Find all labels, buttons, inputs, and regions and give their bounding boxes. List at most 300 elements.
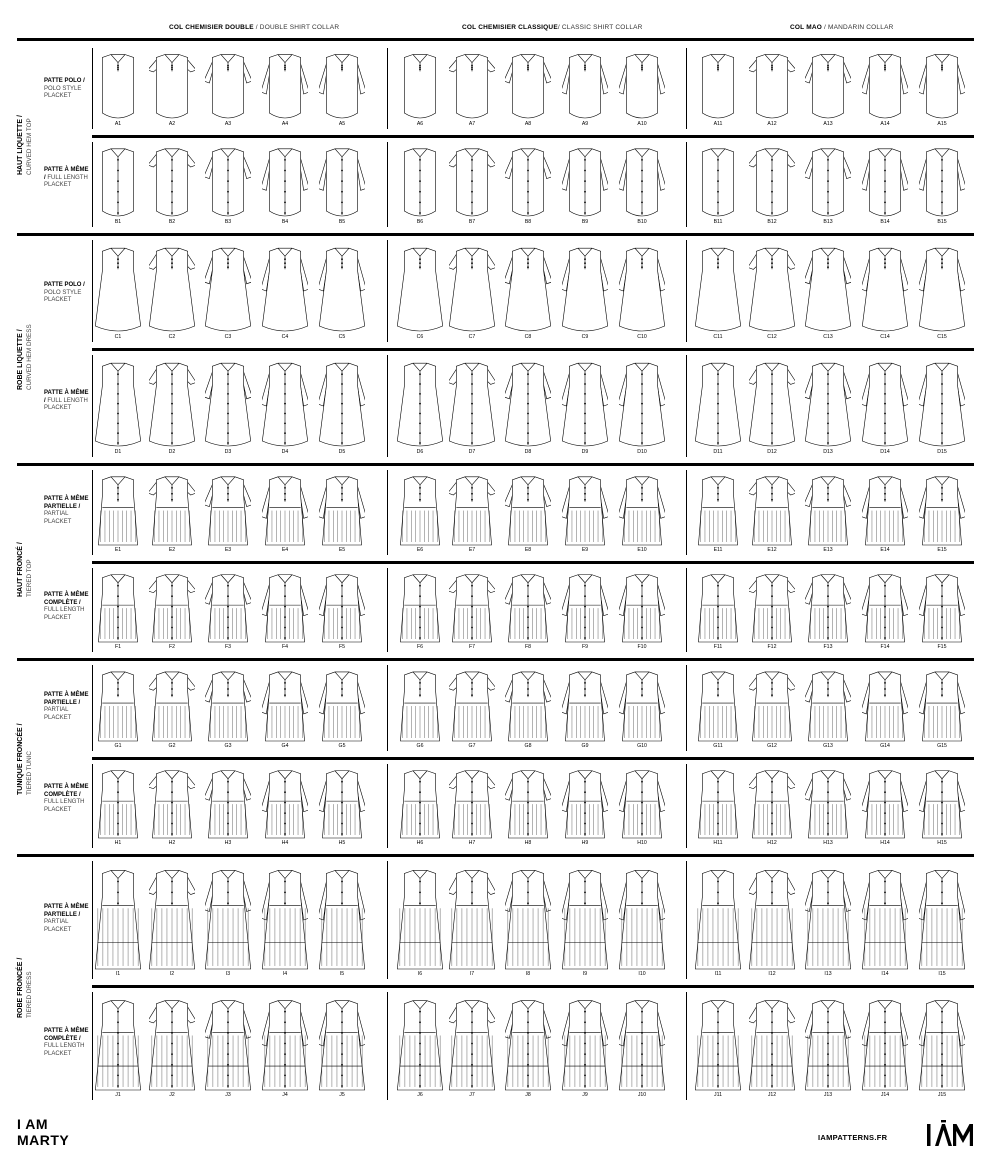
variant-code: E11 — [713, 547, 723, 553]
row-label-fr: PATTE À MÊME COMPLÈTE / — [44, 1028, 89, 1042]
variant-code: F14 — [880, 644, 890, 650]
variant-code: A3 — [224, 121, 232, 127]
garment-sketch — [95, 474, 141, 547]
variant-code: E8 — [524, 547, 532, 553]
garment-sketch — [319, 359, 365, 449]
garment-sketch — [262, 146, 308, 219]
variant-code: G9 — [581, 743, 589, 749]
garment-sketch — [205, 52, 251, 121]
variant-code: B13 — [823, 219, 833, 225]
row-label-en: FULL LENGTH PLACKET — [44, 607, 85, 621]
group-label-fr: HAUT LIQUETTE / — [17, 115, 24, 175]
variant-code: E15 — [937, 547, 947, 553]
column-divider — [387, 470, 388, 555]
variant-code: C4 — [281, 334, 289, 340]
variant-code: D13 — [823, 449, 833, 455]
garment-sketch — [505, 244, 551, 334]
garment-sketch — [262, 572, 308, 644]
garment-sketch — [95, 768, 141, 840]
garment-sketch — [262, 768, 308, 840]
variant-code: J15 — [937, 1092, 947, 1098]
variant-code: E10 — [637, 547, 647, 553]
garment-sketch — [749, 146, 795, 219]
variant-code: D4 — [281, 449, 289, 455]
column-divider — [92, 240, 93, 342]
garment-sketch — [319, 244, 365, 334]
variant-code: H9 — [581, 840, 589, 846]
column-header-double-collar — [169, 24, 339, 31]
variant-code: G7 — [468, 743, 476, 749]
garment-sketch — [449, 52, 495, 121]
column-divider — [92, 48, 93, 129]
garment-sketch — [319, 768, 365, 840]
variant-code: J7 — [469, 1092, 475, 1098]
variant-code: E6 — [416, 547, 424, 553]
garment-sketch — [749, 768, 795, 840]
garment-sketch — [95, 52, 141, 121]
garment-sketch — [562, 146, 608, 219]
garment-sketch — [262, 244, 308, 334]
garment-sketch — [619, 52, 665, 121]
variant-code: D7 — [468, 449, 476, 455]
variant-code: G14 — [880, 743, 890, 749]
garment-sketch — [319, 146, 365, 219]
variant-code: F9 — [581, 644, 589, 650]
garment-sketch — [449, 572, 495, 644]
row-label-fr: PATTE À MÊME PARTIELLE / — [44, 904, 89, 918]
garment-sketch — [562, 669, 608, 743]
garment-sketch — [862, 865, 908, 971]
variant-code: F4 — [281, 644, 289, 650]
garment-sketch — [862, 996, 908, 1092]
variant-code: C3 — [224, 334, 232, 340]
group-label-fr: ROBE LIQUETTE / — [17, 329, 24, 390]
garment-sketch — [805, 52, 851, 121]
garment-sketch — [919, 244, 965, 334]
column-header-en: / MANDARIN COLLAR — [824, 24, 894, 31]
variant-code: G4 — [281, 743, 289, 749]
group-label-tiered-dress — [16, 958, 34, 1018]
variant-code: H4 — [281, 840, 289, 846]
garment-sketch — [149, 768, 195, 840]
garment-sketch — [695, 669, 741, 743]
variant-code: A1 — [114, 121, 122, 127]
garment-sketch — [695, 768, 741, 840]
variant-code: F13 — [823, 644, 833, 650]
variant-code: I13 — [824, 971, 832, 977]
variant-code: F1 — [114, 644, 122, 650]
variant-code: H1 — [114, 840, 122, 846]
variant-code: D10 — [637, 449, 647, 455]
variant-code: I7 — [469, 971, 475, 977]
row-label-en: FULL LENGTH PLACKET — [44, 1043, 85, 1057]
garment-sketch — [397, 146, 443, 219]
garment-sketch — [505, 52, 551, 121]
garment-sketch — [919, 865, 965, 971]
variant-code: A13 — [823, 121, 833, 127]
brand-name — [17, 1116, 69, 1148]
variant-code: G8 — [524, 743, 532, 749]
column-divider — [686, 48, 687, 129]
garment-sketch — [619, 146, 665, 219]
variant-code: B3 — [224, 219, 232, 225]
garment-sketch — [619, 244, 665, 334]
variant-code: G11 — [713, 743, 723, 749]
variant-code: I14 — [881, 971, 889, 977]
garment-sketch — [805, 865, 851, 971]
column-divider — [92, 861, 93, 979]
variant-code: G12 — [767, 743, 777, 749]
variant-code: D2 — [168, 449, 176, 455]
garment-sketch — [562, 865, 608, 971]
garment-sketch — [862, 474, 908, 547]
variant-code: A15 — [937, 121, 947, 127]
row-label-c — [44, 282, 90, 305]
garment-sketch — [562, 768, 608, 840]
variant-code: D12 — [767, 449, 777, 455]
column-divider — [686, 568, 687, 652]
row-label-fr: PATTE À MÊME PARTIELLE / — [44, 692, 89, 706]
garment-sketch — [397, 244, 443, 334]
garment-sketch — [505, 572, 551, 644]
garment-sketch — [619, 474, 665, 547]
column-divider — [387, 568, 388, 652]
garment-sketch — [149, 474, 195, 547]
row-label-en: FULL LENGTH PLACKET — [44, 397, 88, 412]
variant-code: F10 — [637, 644, 647, 650]
variant-code: D14 — [880, 449, 890, 455]
variant-code: F11 — [713, 644, 723, 650]
garment-sketch — [919, 146, 965, 219]
variant-code: D1 — [114, 449, 122, 455]
variant-code: E1 — [114, 547, 122, 553]
variant-code: J12 — [767, 1092, 777, 1098]
column-divider — [387, 355, 388, 457]
garment-sketch — [505, 669, 551, 743]
variant-code: F6 — [416, 644, 424, 650]
group-divider — [17, 233, 974, 236]
variant-code: B2 — [168, 219, 176, 225]
garment-sketch — [205, 865, 251, 971]
column-divider — [387, 665, 388, 751]
group-divider — [17, 658, 974, 661]
row-label-fr: PATTE POLO / — [44, 78, 85, 84]
row-label-fr: PATTE À MÊME / — [44, 390, 89, 404]
variant-code: B4 — [281, 219, 289, 225]
variant-code: J4 — [282, 1092, 288, 1098]
garment-sketch — [862, 146, 908, 219]
variant-code: H6 — [416, 840, 424, 846]
garment-sketch — [449, 865, 495, 971]
variant-code: C12 — [767, 334, 777, 340]
variant-code: G6 — [416, 743, 424, 749]
variant-code: H10 — [637, 840, 647, 846]
row-label-f — [44, 592, 90, 622]
variant-code: C2 — [168, 334, 176, 340]
variant-code: E13 — [823, 547, 833, 553]
variant-code: H5 — [338, 840, 346, 846]
variant-code: G15 — [937, 743, 947, 749]
garment-sketch — [95, 359, 141, 449]
variant-code: B6 — [416, 219, 424, 225]
garment-sketch — [749, 244, 795, 334]
garment-sketch — [919, 572, 965, 644]
variant-code: D11 — [713, 449, 723, 455]
variant-code: G5 — [338, 743, 346, 749]
garment-sketch — [619, 996, 665, 1092]
garment-sketch — [397, 474, 443, 547]
garment-sketch — [749, 52, 795, 121]
garment-sketch — [205, 359, 251, 449]
garment-sketch — [397, 359, 443, 449]
garment-sketch — [205, 474, 251, 547]
row-divider — [92, 348, 974, 351]
variant-code: C8 — [524, 334, 532, 340]
variant-code: E9 — [581, 547, 589, 553]
row-label-en: FULL LENGTH PLACKET — [44, 799, 85, 813]
variant-code: D9 — [581, 449, 589, 455]
garment-sketch — [262, 52, 308, 121]
column-header-fr: COL CHEMISIER CLASSIQUE — [462, 24, 558, 31]
row-label-i — [44, 904, 90, 934]
row-label-g — [44, 692, 90, 722]
garment-sketch — [695, 474, 741, 547]
group-label-fr: ROBE FRONCÉE / — [17, 957, 24, 1018]
garment-sketch — [805, 996, 851, 1092]
variant-code: J6 — [417, 1092, 423, 1098]
variant-code: C10 — [637, 334, 647, 340]
garment-sketch — [919, 359, 965, 449]
garment-sketch — [862, 52, 908, 121]
variant-code: H14 — [880, 840, 890, 846]
garment-sketch — [919, 996, 965, 1092]
group-label-en: CURVED HEM TOP — [26, 118, 33, 175]
garment-sketch — [149, 669, 195, 743]
column-divider — [686, 355, 687, 457]
row-label-h — [44, 784, 90, 814]
variant-code: E3 — [224, 547, 232, 553]
variant-code: B1 — [114, 219, 122, 225]
garment-sketch — [695, 572, 741, 644]
variant-code: H8 — [524, 840, 532, 846]
garment-sketch — [262, 865, 308, 971]
variant-code: F3 — [224, 644, 232, 650]
variant-code: J8 — [525, 1092, 531, 1098]
column-header-fr: COL CHEMISIER DOUBLE — [169, 24, 254, 31]
variant-code: C13 — [823, 334, 833, 340]
variant-code: A8 — [524, 121, 532, 127]
variant-code: F12 — [767, 644, 777, 650]
garment-sketch — [449, 996, 495, 1092]
garment-sketch — [919, 52, 965, 121]
garment-sketch — [749, 865, 795, 971]
variant-code: G2 — [168, 743, 176, 749]
garment-sketch — [262, 669, 308, 743]
garment-sketch — [95, 669, 141, 743]
garment-sketch — [805, 768, 851, 840]
variant-code: B15 — [937, 219, 947, 225]
garment-sketch — [619, 669, 665, 743]
garment-sketch — [449, 146, 495, 219]
group-label-tiered-top — [16, 542, 34, 597]
garment-sketch — [862, 669, 908, 743]
garment-sketch — [749, 669, 795, 743]
garment-sketch — [695, 146, 741, 219]
garment-sketch — [95, 572, 141, 644]
variant-code: F8 — [524, 644, 532, 650]
variant-code: A11 — [713, 121, 723, 127]
garment-sketch — [319, 669, 365, 743]
variant-code: C1 — [114, 334, 122, 340]
garment-sketch — [205, 669, 251, 743]
variant-code: J11 — [714, 1092, 722, 1098]
brand-line-1: I AM — [17, 1116, 49, 1132]
variant-code: B9 — [581, 219, 589, 225]
variant-code: J2 — [169, 1092, 175, 1098]
variant-code: D15 — [937, 449, 947, 455]
garment-sketch — [695, 359, 741, 449]
group-label-en: CURVED HEM DRESS — [26, 324, 33, 390]
variant-code: A6 — [416, 121, 424, 127]
row-label-fr: PATTE À MÊME / — [44, 167, 89, 181]
garment-sketch — [619, 572, 665, 644]
row-label-j — [44, 1028, 90, 1058]
variant-code: J9 — [582, 1092, 588, 1098]
variant-code: I9 — [582, 971, 588, 977]
row-divider — [92, 757, 974, 760]
garment-sketch — [562, 52, 608, 121]
variant-code: A10 — [637, 121, 647, 127]
garment-sketch — [319, 474, 365, 547]
group-label-curved-hem-dress — [16, 324, 34, 390]
garment-sketch — [262, 359, 308, 449]
variant-code: I1 — [115, 971, 121, 977]
column-header-en: / DOUBLE SHIRT COLLAR — [255, 24, 340, 31]
column-divider — [387, 764, 388, 848]
variant-code: C9 — [581, 334, 589, 340]
brand-line-2: MARTY — [17, 1132, 70, 1148]
garment-sketch — [262, 474, 308, 547]
garment-sketch — [619, 359, 665, 449]
variant-code: A14 — [880, 121, 890, 127]
garment-sketch — [749, 996, 795, 1092]
row-label-en: PARTIAL PLACKET — [44, 707, 72, 721]
garment-sketch — [505, 146, 551, 219]
column-divider — [92, 568, 93, 652]
column-header-en: / CLASSIC SHIRT COLLAR — [557, 24, 643, 31]
variant-code: I8 — [525, 971, 531, 977]
website-url: IAMPATTERNS.FR — [818, 1133, 888, 1142]
row-label-fr: PATTE POLO / — [44, 282, 85, 288]
variant-code: B14 — [880, 219, 890, 225]
garment-sketch — [205, 244, 251, 334]
variant-code: E5 — [338, 547, 346, 553]
variant-code: H3 — [224, 840, 232, 846]
garment-sketch — [149, 996, 195, 1092]
variant-code: B12 — [767, 219, 777, 225]
garment-sketch — [95, 244, 141, 334]
row-label-en: POLO STYLE PLACKET — [44, 85, 82, 100]
garment-sketch — [919, 474, 965, 547]
variant-code: I10 — [638, 971, 646, 977]
column-divider — [92, 764, 93, 848]
variant-code: A5 — [338, 121, 346, 127]
variant-code: C15 — [937, 334, 947, 340]
variant-code: E14 — [880, 547, 890, 553]
garment-sketch — [95, 996, 141, 1092]
garment-sketch — [505, 865, 551, 971]
variant-code: H11 — [713, 840, 723, 846]
garment-sketch — [149, 146, 195, 219]
garment-sketch — [862, 768, 908, 840]
garment-sketch — [205, 572, 251, 644]
garment-sketch — [862, 359, 908, 449]
garment-sketch — [695, 52, 741, 121]
column-divider — [686, 142, 687, 227]
variant-code: G3 — [224, 743, 232, 749]
group-label-en: TIERED TUNIC — [26, 751, 33, 795]
variant-code: H13 — [823, 840, 833, 846]
garment-sketch — [149, 572, 195, 644]
column-divider — [387, 861, 388, 979]
group-label-en: TIERED TOP — [26, 559, 33, 597]
group-label-tiered-tunic — [16, 723, 34, 795]
column-header-mandarin-collar — [790, 24, 894, 31]
variant-code: H15 — [937, 840, 947, 846]
group-label-en: TIERED DRESS — [26, 971, 33, 1018]
column-divider — [92, 142, 93, 227]
column-divider — [686, 992, 687, 1100]
variant-code: I4 — [282, 971, 288, 977]
group-label-curved-hem-top — [16, 115, 34, 175]
garment-sketch — [805, 244, 851, 334]
group-divider — [17, 463, 974, 466]
garment-sketch — [449, 359, 495, 449]
garment-sketch — [805, 474, 851, 547]
row-divider — [92, 561, 974, 564]
variant-code: D8 — [524, 449, 532, 455]
garment-sketch — [505, 996, 551, 1092]
garment-sketch — [449, 474, 495, 547]
variant-code: D3 — [224, 449, 232, 455]
variant-code: E12 — [767, 547, 777, 553]
group-divider — [17, 38, 974, 41]
variant-code: B11 — [713, 219, 723, 225]
column-divider — [387, 48, 388, 129]
garment-sketch — [505, 359, 551, 449]
variant-code: B10 — [637, 219, 647, 225]
garment-sketch — [805, 669, 851, 743]
garment-sketch — [319, 865, 365, 971]
row-label-fr: PATTE À MÊME COMPLÈTE / — [44, 592, 89, 606]
garment-sketch — [562, 996, 608, 1092]
variant-code: A4 — [281, 121, 289, 127]
column-divider — [92, 355, 93, 457]
variant-code: G10 — [637, 743, 647, 749]
column-divider — [686, 764, 687, 848]
garment-sketch — [695, 996, 741, 1092]
variant-code: E2 — [168, 547, 176, 553]
garment-sketch — [805, 146, 851, 219]
column-divider — [387, 142, 388, 227]
row-label-en: PARTIAL PLACKET — [44, 511, 72, 525]
column-header-classic-collar — [462, 24, 643, 31]
garment-sketch — [919, 768, 965, 840]
garment-sketch — [397, 572, 443, 644]
garment-sketch — [919, 669, 965, 743]
garment-sketch — [695, 865, 741, 971]
variant-code: E4 — [281, 547, 289, 553]
